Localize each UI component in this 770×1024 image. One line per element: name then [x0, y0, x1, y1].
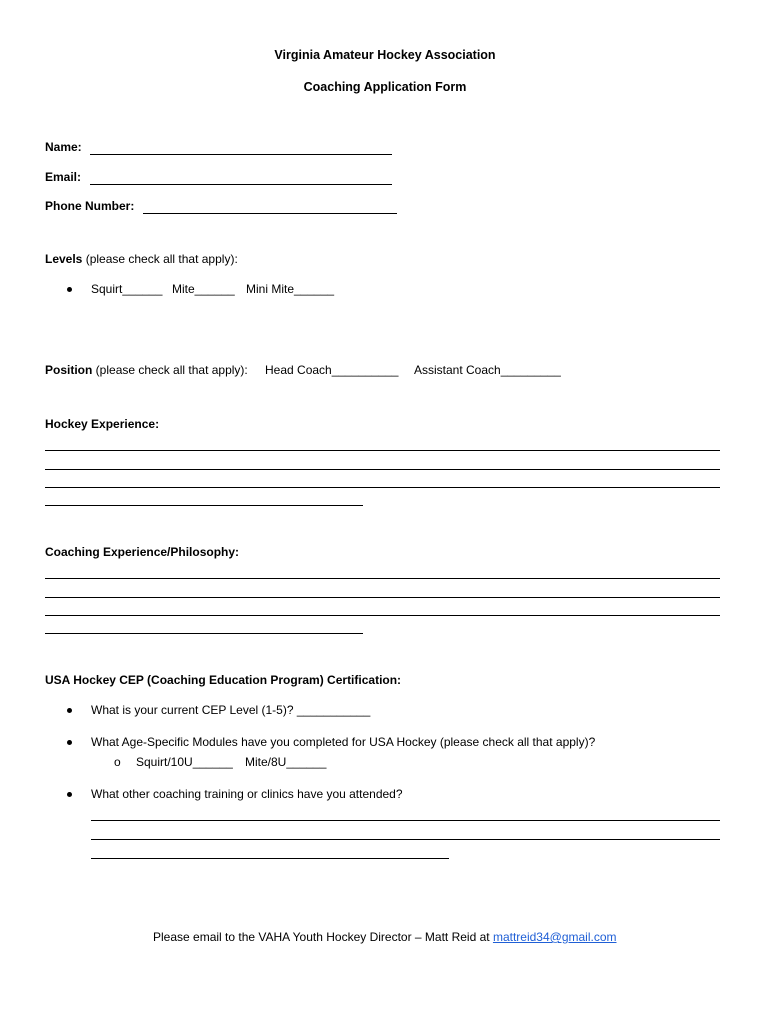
position-option-head-coach[interactable]: Head Coach__________ — [265, 363, 399, 377]
position-note: (please check all that apply): — [92, 363, 248, 377]
module-option-mite-8u[interactable]: Mite/8U______ — [245, 755, 327, 769]
levels-note: (please check all that apply): — [82, 252, 238, 266]
sub-bullet-icon: o — [114, 755, 121, 769]
coaching-experience-line[interactable] — [45, 597, 720, 598]
bullet-icon — [67, 287, 72, 292]
hockey-experience-line[interactable] — [45, 450, 720, 451]
contact-email-link[interactable]: mattreid34@gmail.com — [492, 930, 617, 944]
org-title: Virginia Amateur Hockey Association — [274, 48, 496, 62]
module-option-squirt-10u[interactable]: Squirt/10U______ — [136, 755, 233, 769]
name-label: Name: — [45, 140, 82, 154]
level-option-mite[interactable]: Mite______ — [172, 282, 235, 296]
phone-label: Phone Number: — [45, 199, 135, 213]
phone-field[interactable] — [143, 213, 397, 214]
level-option-mini-mite[interactable]: Mini Mite______ — [246, 282, 335, 296]
footer-note — [153, 930, 617, 944]
levels-label: Levels — [45, 252, 83, 266]
other-training-line[interactable] — [91, 820, 720, 821]
email-field[interactable] — [90, 184, 392, 185]
email-label: Email: — [45, 170, 82, 184]
certification-label: USA Hockey CEP (Coaching Education Program) Certification: — [45, 673, 402, 687]
hockey-experience-label: Hockey Experience: — [45, 417, 160, 431]
form-title: Coaching Application Form — [303, 80, 467, 94]
levels-heading — [45, 252, 238, 266]
coaching-experience-line[interactable] — [45, 615, 720, 616]
position-label: Position — [45, 363, 93, 377]
coaching-experience-label: Coaching Experience/Philosophy: — [45, 545, 240, 559]
coaching-experience-line[interactable] — [45, 578, 720, 579]
modules-question: What Age-Specific Modules have you completed for USA Hockey (please check all that apply)? — [91, 735, 596, 749]
hockey-experience-line[interactable] — [45, 487, 720, 488]
bullet-icon — [67, 792, 72, 797]
coaching-experience-line[interactable] — [45, 633, 363, 634]
hockey-experience-line[interactable] — [45, 469, 720, 470]
other-training-question: What other coaching training or clinics have you attended? — [91, 787, 403, 801]
other-training-line[interactable] — [91, 839, 720, 840]
other-training-line[interactable] — [91, 858, 449, 859]
cep-level-question[interactable]: What is your current CEP Level (1-5)? ___________ — [91, 703, 371, 717]
name-field[interactable] — [90, 154, 392, 155]
bullet-icon — [67, 708, 72, 713]
level-option-squirt[interactable]: Squirt______ — [91, 282, 163, 296]
position-heading — [45, 363, 248, 377]
footer-text: Please email to the VAHA Youth Hockey Director – Matt Reid at — [153, 930, 493, 944]
bullet-icon — [67, 740, 72, 745]
position-option-assistant-coach[interactable]: Assistant Coach_________ — [414, 363, 561, 377]
hockey-experience-line[interactable] — [45, 505, 363, 506]
